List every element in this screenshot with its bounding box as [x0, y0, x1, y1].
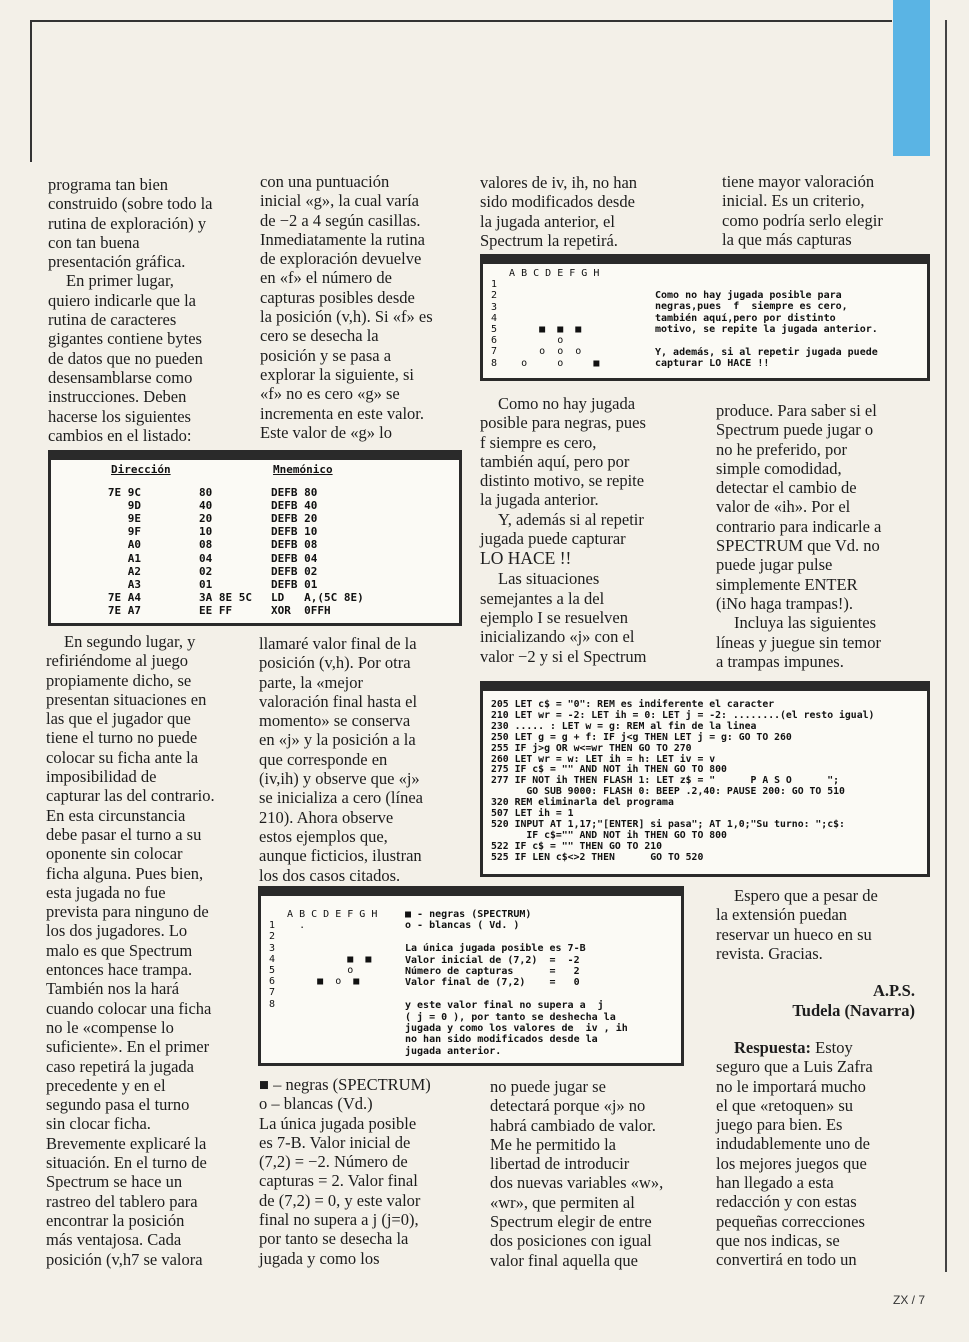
paragraph: programa tan bien construido (sobre todo la rutina de exploración) y con tan buena presentación gráfica. — [48, 175, 213, 272]
column-3-top — [480, 173, 690, 250]
listing-address: 7E 9C — [107, 486, 141, 499]
listing-address: 7E A4 — [107, 590, 141, 604]
board-notes: ■ - negras (SPECTRUM) o - blancas ( Vd. ) La única jugada posible es 7-B Valor inicial de (7,2) = -2 Número de capturas = 2 Valor final de (7,2) = 0 y este valor final no supera a j ( j = 0 ), por tanto se deshecha la jugada y como los valores de iv , ih no han sido modificados desde la jugada anterior. — [405, 909, 628, 1057]
listing-bytes: 01 — [199, 577, 213, 591]
listing-mnemonic: XOR 0FFH — [271, 603, 331, 617]
basic-code-listing — [480, 681, 930, 877]
page-frame-top — [30, 20, 892, 22]
board-example-2 — [258, 886, 684, 1066]
paragraph: con una puntuación inicial «g», la cual varía de −2 a 4 según casillas. Inmediatamente la rutina de exploración devuelve en «f» el número de capturas posibles desde la posición (v,h). Si «f» es cero se desecha la posición y se pasa a explorar la siguiente, si «f» no es cero «g» se incrementa en este valor. Este valor de «g» lo — [260, 172, 433, 442]
listing-mnemonic: LD A,(5C 8E) — [271, 590, 364, 604]
listing-address: A2 — [127, 564, 141, 578]
code-lines: 205 LET c$ = "0": REM es indiferente el caracter 210 LET wr = -2: LET ih = 0: LET j = -2: ........(el resto igual) 230 ..... : LET w = g: REM al fin de la linea 250 LET g = g + f: IF j<g THEN LET j = g: GO TO 260 255 IF j>g OR w<=wr THEN GO TO 270 260 LET wr = w: LET ih = h: LET iv = v 275 IF c$ = "" AND NOT ih THEN GO TO 800 277 IF NOT ih THEN FLASH 1: LET z$ = " P A S O "; GO SUB 9000: FLASH 0: BEEP .2,40: PAUSE 200: GO TO 510 320 REM eliminarla del programa 507 LET ih = 1 520 INPUT AT 1,17;"[ENTER] si pasa"; AT 1,0;"Su turno: ";c$: IF c$="" AND NOT ih THEN GO TO 800 522 IF c$ = "" THEN GO TO 210 525 IF LEN c$<>2 THEN GO TO 520 — [491, 699, 875, 863]
listing-address: 9D — [127, 499, 141, 513]
column-3-bottom — [490, 1077, 710, 1270]
listing-bytes: 80 — [199, 486, 213, 499]
listing-bytes: 04 — [199, 551, 213, 565]
column-4-response — [716, 1038, 931, 1270]
response-text: Estoy seguro que a Luis Zafra no le importará mucho el que «retoquen» su juego para bien. Es indudablemente uno de los mejores juegos que han llegado a esta redacción y con estas pequeñas correcciones que nos indicas, se convertirá en todo un — [716, 1038, 873, 1270]
listing-address: A3 — [127, 577, 141, 591]
column-1-bottom — [46, 632, 256, 1269]
paragraph: ■ – negras (SPECTRUM) o – blancas (Vd.) La única jugada posible es 7-B. Valor inicial de (7,2) = −2. Número de capturas = 2. Valor final de (7,2) = 0, y este valor final no supera a j (j=0), por tanto se desecha la jugada y como los — [259, 1075, 431, 1268]
box-top-bar — [483, 257, 927, 264]
listing-address: 9E — [127, 512, 141, 526]
listing-mnemonic: DEFB 20 — [271, 512, 318, 526]
column-2-bottom — [259, 1075, 479, 1268]
box-top-bar — [51, 453, 459, 460]
listing-bytes: 40 — [199, 499, 213, 513]
listing-bytes: 10 — [199, 525, 213, 539]
listing-bytes: 02 — [199, 564, 213, 578]
listing-mnemonic: DEFB 02 — [271, 564, 318, 578]
listing-mnemonic: DEFB 80 — [271, 486, 318, 499]
listing-bytes: 08 — [199, 538, 213, 552]
page-number: ZX / 7 — [893, 1293, 926, 1307]
listing-address: 7E A7 — [107, 603, 141, 617]
listing-address: 9F — [127, 525, 141, 539]
listing-mnemonic: DEFB 01 — [271, 577, 318, 591]
paragraph: tiene mayor valoración inicial. Es un criterio, como podría serlo elegir la que más capturas — [722, 172, 883, 249]
paragraph-lo-hace: LO HACE !! — [480, 548, 572, 569]
paragraph: Las situaciones semejantes a la del ejemplo I se resuelven inicializando «j» con el valor −2 y si el Spectrum — [480, 569, 647, 666]
board-grid: A B C D E F G H 1 . 2 3 4 ■ ■ 5 o 6 ■ o ■ 7 8 — [269, 909, 378, 1010]
board-example-1 — [480, 254, 930, 381]
paragraph: En primer lugar, quiero indicarle que la rutina de caracteres gigantes contiene bytes de datos que no pueden desensamblarse como instrucciones. Deben hacerse los siguientes cambios en el listado: — [48, 271, 203, 445]
listing-mnemonic: DEFB 08 — [271, 538, 318, 552]
page-frame-left — [30, 20, 32, 162]
column-4-top — [722, 172, 932, 249]
listing-bytes: 3A 8E 5C — [199, 590, 252, 604]
column-header-direccion: Dirección — [111, 463, 171, 476]
column-3-middle — [480, 394, 700, 666]
author-signature: A.P.S. Tudela (Navarra) — [792, 981, 915, 1020]
listing-bytes: EE FF — [199, 603, 233, 617]
column-2-top — [260, 172, 465, 442]
blue-corner-tab — [893, 0, 930, 156]
column-2-middle — [259, 634, 469, 885]
column-4-closing — [716, 886, 931, 963]
listing-bytes: 20 — [199, 512, 213, 526]
paragraph: Y, además si al repetir jugada puede capturar — [480, 509, 644, 549]
board-notes: Como no hay jugada posible para negras,pues f siempre es cero, también aquí,pero por distinto motivo, se repite la jugada anterior. Y, además, si al repetir jugada puede capturar LO HACE !! — [655, 290, 878, 370]
page-frame-right — [945, 20, 947, 1272]
paragraph: produce. Para saber si el Spectrum puede jugar o no he preferido, por simple comodidad, detectar el cambio de valor de «ih». Por el contrario para indicarle a SPECTRUM que Vd. no puede jugar pulse simplemente ENTER (iNo haga trampas!). — [716, 401, 882, 613]
listing-address: A1 — [127, 551, 141, 565]
board-grid: A B C D E F G H 1 2 3 4 5 ■ ■ ■ 6 o 7 o o o 8 o o ■ — [491, 268, 600, 369]
response-paragraph — [716, 1038, 931, 1270]
box-top-bar — [261, 889, 681, 896]
listing-mnemonic: DEFB 10 — [271, 525, 318, 539]
listing-changes-table — [48, 450, 462, 626]
paragraph: valores de iv, ih, no han sido modificados desde la jugada anterior, el Spectrum la repetirá. — [480, 173, 638, 250]
response-label: Respuesta: — [734, 1038, 811, 1057]
column-header-mnemonico: Mnemónico — [273, 463, 333, 476]
column-1-top — [48, 175, 253, 445]
box-top-bar — [483, 684, 927, 691]
paragraph: Espero que a pesar de la extensión puedan reservar un hueco en su revista. Gracias. — [716, 886, 878, 963]
paragraph: Como no hay jugada posible para negras, pues f siempre es cero, también aquí, pero por distinto motivo, se repite la jugada anterior. — [480, 394, 646, 510]
paragraph: En segundo lugar, y refiriéndome al juego propiamente dicho, se presentan situaciones en las que el jugador que tiene el turno no puede colocar su ficha ante la imposibilidad de capturar las del contrario. En esta circunstancia debe pasar el turno a su oponente sin colocar ficha alguna. Pues bien, esta jugada no fue prevista para ninguno de los dos jugadores. Lo malo es que Spectrum entonces hace trampa. También nos la hará cuando colocar una ficha no le «compense lo suficiente». En el primer caso repetirá la jugada precedente y en el segundo pasa el turno sin clocar ficha. Brevemente explicaré la situación. En el turno de Spectrum se hace un rastreo del tablero para encontrar la posición más ventajosa. Cada posición (v,h7 se valora — [46, 632, 215, 1269]
paragraph: no puede jugar se detectará porque «j» no habrá cambiado de valor. Me he permitido la libertad de introducir dos nuevas variables «w», «wr», que permiten al Spectrum elegir de entre dos posiciones con igual valor final aquella que — [490, 1077, 664, 1270]
listing-mnemonic: DEFB 04 — [271, 551, 318, 565]
paragraph: llamaré valor final de la posición (v,h). Por otra parte, la «mejor valoración final hasta el momento» se conserva en «j» y la posición a la que corresponde en (iv,ih) y observe que «j» se inicializa a cero (línea 210). Ahora observe estos ejemplos que, aunque ficticios, ilustran los dos casos citados. — [259, 634, 423, 885]
listing-mnemonic: DEFB 40 — [271, 499, 318, 513]
paragraph: Incluya las siguientes líneas y juegue sin temor a trampas impunes. — [716, 613, 881, 671]
listing-address: A0 — [127, 538, 141, 552]
column-4-middle — [716, 401, 931, 671]
